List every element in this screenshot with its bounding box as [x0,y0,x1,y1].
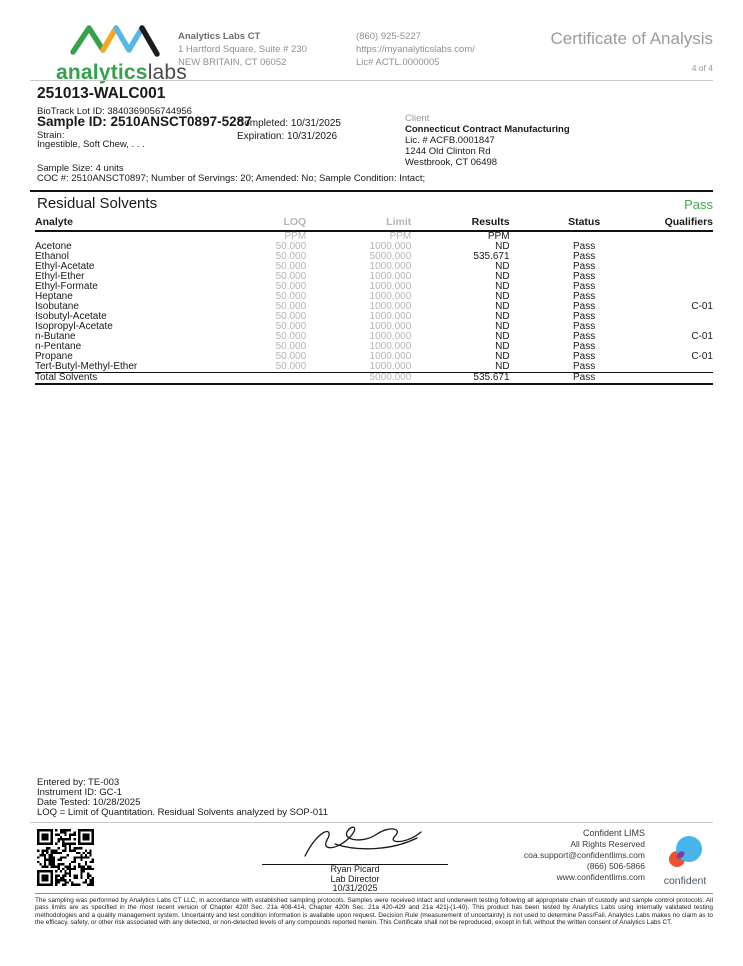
limit-value: 1000.000 [369,361,412,372]
sample-size: Sample Size: 4 units [37,163,124,174]
qr-code [37,829,94,886]
qualifier-value [659,252,713,262]
loq-units: PPM [284,231,307,242]
strain-value: Ingestible, Soft Chew, . . . [37,139,145,150]
biotrack-lot-id: BioTrack Lot ID: 3840369056744956 [37,106,192,117]
client-label: Client [405,113,430,124]
lab-website-link[interactable]: https://myanalyticslabs.com/ [356,44,475,55]
analyte-name: Isobutane [35,301,79,312]
result-value: ND [495,241,510,252]
brand-wordmark-secondary: labs [147,61,188,84]
status-value: Pass [573,331,596,342]
status-value: Pass [573,251,596,262]
status-value: Pass [573,341,596,352]
loq-value: 50.000 [275,241,307,252]
loq-value: 50.000 [275,331,307,342]
analyte-name: Isopropyl-Acetate [35,321,113,332]
analyte-name: Isobutyl-Acetate [35,311,107,322]
loq-value: 50.000 [275,251,307,262]
solvent-rows [35,231,713,373]
lab-address-line1: 1 Hartford Square, Suite # 230 [178,44,307,55]
loq-value: 50.000 [275,311,307,322]
limit-value: 1000.000 [369,351,412,362]
loq-value: 50.000 [275,301,307,312]
qualifier-value [659,272,713,282]
result-value: ND [495,291,510,302]
analyte-name: Tert-Butyl-Methyl-Ether [35,361,138,372]
lab-address-line2: NEW BRITAIN, CT 06052 [178,57,287,68]
lims-website-link[interactable]: www.confidentlims.com [556,872,645,882]
batch-id: 251013-WALC001 [37,85,166,102]
lims-name: Confident LIMS [582,828,645,838]
sample-id: Sample ID: 2510ANSCT0897-5287 [37,114,252,129]
analyte-name: Ethanol [35,251,69,262]
confident-logo-icon [663,833,707,871]
status-value: Pass [573,271,596,282]
date-tested: Date Tested: 10/28/2025 [37,797,141,808]
lims-logo [652,833,718,887]
total-limit: 5000.000 [306,373,411,385]
table-row [35,362,713,373]
document-title: Certificate of Analysis [550,29,713,48]
result-value: ND [495,321,510,332]
result-value: ND [495,301,510,312]
status-value: Pass [573,241,596,252]
loq-value: 50.000 [275,291,307,302]
analyte-name: Propane [35,351,73,362]
result-value: ND [495,261,510,272]
col-header-loq: LOQ [218,216,306,231]
loq-value: 50.000 [275,351,307,362]
lab-address-block [178,30,307,69]
result-value: ND [495,281,510,292]
qualifier-value: C-01 [691,331,713,342]
col-header-results: Results [411,216,509,231]
limit-value: 1000.000 [369,321,412,332]
limit-value: 1000.000 [369,311,412,322]
analyte-name: Ethyl-Ether [35,271,85,282]
loq-value: 50.000 [275,321,307,332]
limit-value: 1000.000 [369,331,412,342]
method-notes [37,778,328,818]
analyte-name: Heptane [35,291,73,302]
client-block [405,113,570,168]
brand-logo [56,20,188,84]
header-divider [30,80,713,81]
total-row [35,373,713,385]
page-indicator: 4 of 4 [691,63,713,73]
analyte-name: n-Butane [35,331,76,342]
lims-rights: All Rights Reserved [570,839,645,849]
section-title: Residual Solvents [37,195,158,212]
signature-block [262,822,448,894]
result-value: ND [495,331,510,342]
loq-value: 50.000 [275,361,307,372]
qualifier-value: C-01 [691,351,713,362]
status-value: Pass [573,301,596,312]
result-value: 535.671 [473,251,510,262]
coc-line: COC #: 2510ANSCT0897; Number of Servings: 20; Amended: No; Sample Condition: Intact; [37,173,426,184]
client-address-line1: 1244 Old Clinton Rd [405,146,491,157]
signer-name: Ryan Picard [330,864,380,874]
strain-label: Strain: [37,130,65,141]
lims-wordmark: confident [663,875,707,887]
qualifier-value [659,362,713,373]
status-value: Pass [573,281,596,292]
limit-value: 1000.000 [369,341,412,352]
residual-solvents-table [35,216,713,385]
result-value: ND [495,361,510,372]
limit-value: 5000.000 [369,251,412,262]
qualifier-value [659,282,713,292]
client-address-line2: Westbrook, CT 06498 [405,157,498,168]
expiration-date: Expiration: 10/31/2026 [237,131,338,142]
lab-license: Lic# ACTL.0000005 [356,57,440,68]
limit-value: 1000.000 [369,281,412,292]
result-value: ND [495,311,510,322]
legal-disclaimer: The sampling was performed by Analytics Labs CT LLC, in accordance with established sampling protocols. Samples were received intact and underwent testing following all appropriate chain of custody and sample control protocols. All pass limits are as specified in the most recent version of Chapter 420f Sec. 21a 408-414, Chapter 420h Sec. 21a 420-429 and 21a 421j-(1-40). This product has been tested by Analytics Labs using internally validated testing methodologies and a quality management system. Uncertainty and test condition information is available upon request. Decision Rule (measurement of uncertainty) is not used to determine Pass/Fail. Analytics Labs makes no claim as to the efficacy, safety, or other risk associated with any detected, or non-detected levels of any compounds reported herein. This Certificate shall not be reproduced, except in full, without the written consent of Analytics Labs CT. [35,893,713,926]
total-status: Pass [510,373,659,385]
limit-value: 1000.000 [369,271,412,282]
client-license: Lic. # ACFB.0001847 [405,135,495,146]
loq-value: 50.000 [275,271,307,282]
signature-date: 10/31/2025 [332,883,378,893]
lims-credit-block [524,828,645,883]
loq-value: 50.000 [275,341,307,352]
analyte-name: n-Pentane [35,341,82,352]
result-value: ND [495,271,510,282]
lab-contact-block [356,30,475,69]
lims-phone: (866) 506-5866 [586,861,645,871]
total-loq [218,373,306,385]
lims-email-link[interactable]: coa.support@confidentlims.com [523,850,645,860]
col-header-limit: Limit [306,216,411,231]
signature-icon [275,822,435,862]
loq-value: 50.000 [275,261,307,272]
status-value: Pass [573,361,596,372]
limit-value: 1000.000 [369,291,412,302]
section-status-badge: Pass [684,197,713,212]
completed-date: Completed: 10/31/2025 [237,118,341,129]
analyte-name: Ethyl-Acetate [35,261,95,272]
result-value: ND [495,351,510,362]
col-header-qualifiers: Qualifiers [659,216,713,231]
status-value: Pass [573,321,596,332]
brand-logo-icon [65,20,169,58]
status-value: Pass [573,291,596,302]
analyte-name: Acetone [35,241,72,252]
limit-units: PPM [389,231,412,242]
client-name: Connecticut Contract Manufacturing [405,124,570,135]
lab-name: Analytics Labs CT [178,31,261,42]
limit-value: 1000.000 [369,261,412,272]
lab-phone: (860) 925-5227 [356,31,421,42]
total-label: Total Solvents [35,373,218,385]
limit-value: 1000.000 [369,241,412,252]
col-header-analyte: Analyte [35,216,218,231]
section-divider [30,190,713,192]
loq-definition: LOQ = Limit of Quantitation. Residual Solvents analyzed by SOP-011 [37,807,329,818]
instrument-id: Instrument ID: GC-1 [37,787,122,798]
table-header-row [35,216,713,231]
qualifier-value [659,242,713,252]
limit-value: 1000.000 [369,301,412,312]
loq-value: 50.000 [275,281,307,292]
col-header-status: Status [510,216,659,231]
qualifier-value [659,312,713,322]
signer-title: Lab Director [330,873,380,884]
brand-wordmark-primary: analytics [56,61,148,84]
status-value: Pass [573,351,596,362]
result-value: ND [495,341,510,352]
qualifier-value: C-01 [691,301,713,312]
total-result: 535.671 [411,373,509,385]
results-units: PPM [487,231,510,242]
qualifier-value [659,262,713,272]
analyte-name: Ethyl-Formate [35,281,98,292]
status-value: Pass [573,261,596,272]
status-value: Pass [573,311,596,322]
entered-by: Entered by: TE-003 [37,777,120,788]
